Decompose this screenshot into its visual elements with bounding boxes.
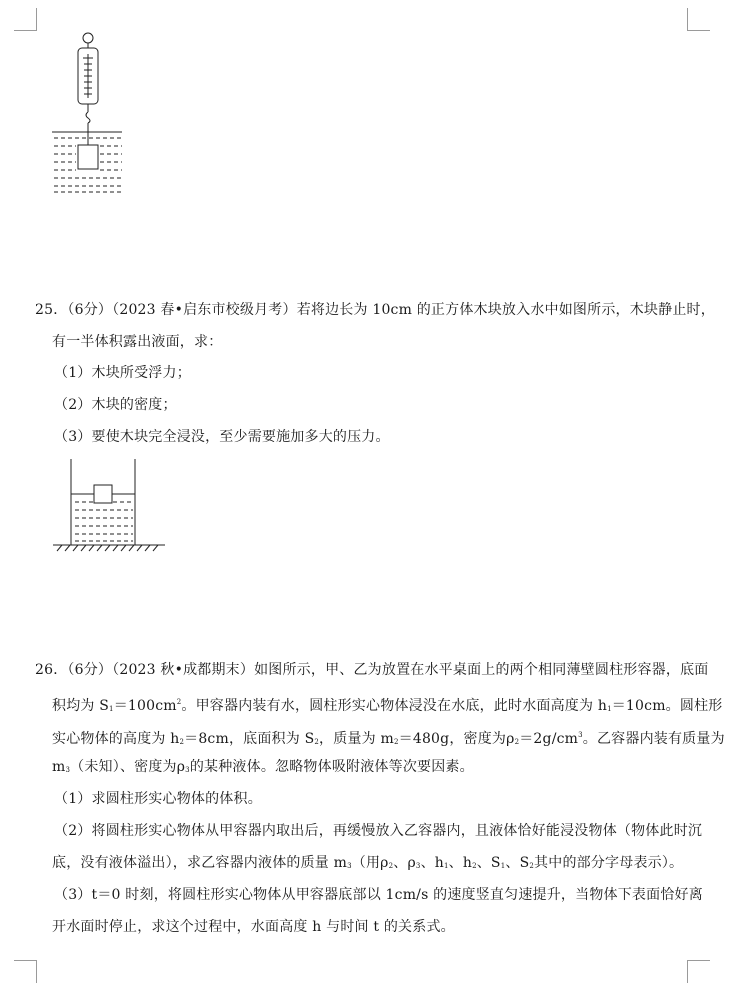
crop-mark-bottom-left [14,960,37,983]
q26-part-3-line-2: 开水面时停止，求这个过程中，水面高度 h 与时间 t 的关系式。 [52,919,455,935]
q26-p2b-sub-7: 2 [529,862,535,870]
q26-l3-sub-3: 2 [393,738,399,746]
q26-l2-text-c: 。甲容器内装有水，圆柱形实心物体浸没在水底，此时水面高度为 h [181,698,608,714]
q25-part-1: （1）木块所受浮力； [54,365,191,381]
q26-l2-sub-1: 1 [109,705,114,713]
q25-stem-2: 有一半体积露出液面，求： [52,334,223,350]
q26-p2b-text-4: 、h [420,855,444,871]
q26-part-2-line-2 [52,854,683,875]
q26-p2b-sub-2: 2 [388,862,394,870]
q26-p2b-sub-5: 2 [472,862,477,870]
q25-source: （2023 春•启东市校级月考） [112,302,297,318]
q26-l4-text-c: 的某种液体。忽略物体吸附液体等次要因素。 [189,759,474,775]
q26-p2b-sub-4: 1 [444,862,449,870]
q26-l2-text-b: ＝100cm [113,698,177,714]
q26-p2b-sub-3: 3 [415,862,421,870]
q26-l4-sub-2: 3 [185,766,190,774]
q26-source: （2023 秋•成都期末） [112,662,255,678]
q25-part-3: （3）要使木块完全浸没，至少需要施加多大的压力。 [54,429,390,445]
q26-p2b-text-5: 、h [448,855,473,871]
q26-score: （6分） [67,662,113,678]
q26-l3-sup: 3 [578,731,583,739]
q26-p2b-text-6: 、S [476,855,501,871]
q26-p2b-text-3: 、ρ [393,855,416,871]
q25-stem-1: 若将边长为 10cm 的正方体木块放入水中如图所示，木块静止时， [296,302,715,318]
q26-line-1 [35,661,708,679]
q26-part-1: （1）求圆柱形实心物体的体积。 [54,791,262,807]
q26-l2-text-a: 积均为 S [52,698,110,714]
q26-p2b-text-8: 其中的部分字母表示）。 [534,855,684,871]
q26-l3-text-d: ＝480g，密度为ρ [398,731,515,747]
crop-mark-top-right [687,8,710,31]
q25-part-2: （2）木块的密度； [54,397,177,413]
q26-l2-sub-2: 1 [607,705,612,713]
q26-line-3 [52,726,725,751]
q26-number: 26． [35,662,68,678]
spring-scale-figure [48,28,128,198]
crop-mark-bottom-right [687,960,710,983]
q26-stem-1: 如图所示，甲、乙为放置在水平桌面上的两个相同薄壁圆柱形容器，底面 [254,662,709,678]
q26-p2b-sub-1: 3 [347,862,352,870]
q26-l3-text-e: ＝2g/cm [519,731,579,747]
q26-line-2 [52,693,722,718]
q26-p2b-sub-6: 1 [500,862,506,870]
q26-line-4 [52,758,474,779]
q26-l4-sub-1: 3 [65,766,71,774]
q26-l3-text-f: 。乙容器内装有质量为 [582,731,725,747]
q26-l3-sub-1: 2 [179,738,185,746]
q26-l2-text-d: ＝10cm。圆柱形 [611,698,723,714]
q26-part-2-line-1: （2）将圆柱形实心物体从甲容器内取出后，再缓慢放入乙容器内，且液体恰好能浸没物体（物体此时沉 [54,823,703,839]
q26-l3-sub-2: 2 [314,738,320,746]
q26-l4-text-b: （未知）、密度为ρ [70,759,186,775]
q26-l3-text-a: 实心物体的高度为 h [52,731,180,747]
floating-block-figure [53,457,168,552]
q26-p2b-text-1: 底，没有液体溢出），求乙容器内液体的质量 m [52,855,348,871]
q26-l3-sub-4: 2 [514,738,520,746]
q26-l3-text-c: ，质量为 m [319,731,394,747]
q26-part-3-line-1: （3）t＝0 时刻，将圆柱形实心物体从甲容器底部以 1cm/s 的速度竖直匀速提升，当物体下表面恰好离 [54,887,703,903]
q26-p2b-text-7: 、S [505,855,530,871]
q26-l4-text-a: m [52,759,66,775]
q25-line-1 [35,301,715,319]
q25-number: 25． [35,302,68,318]
q26-l3-text-b: ＝8cm，底面积为 S [184,731,315,747]
q26-l2-sup: 2 [176,698,182,706]
crop-mark-top-left [14,8,37,31]
q25-score: （6分） [67,302,113,318]
q26-p2b-text-2: （用ρ [351,855,389,871]
